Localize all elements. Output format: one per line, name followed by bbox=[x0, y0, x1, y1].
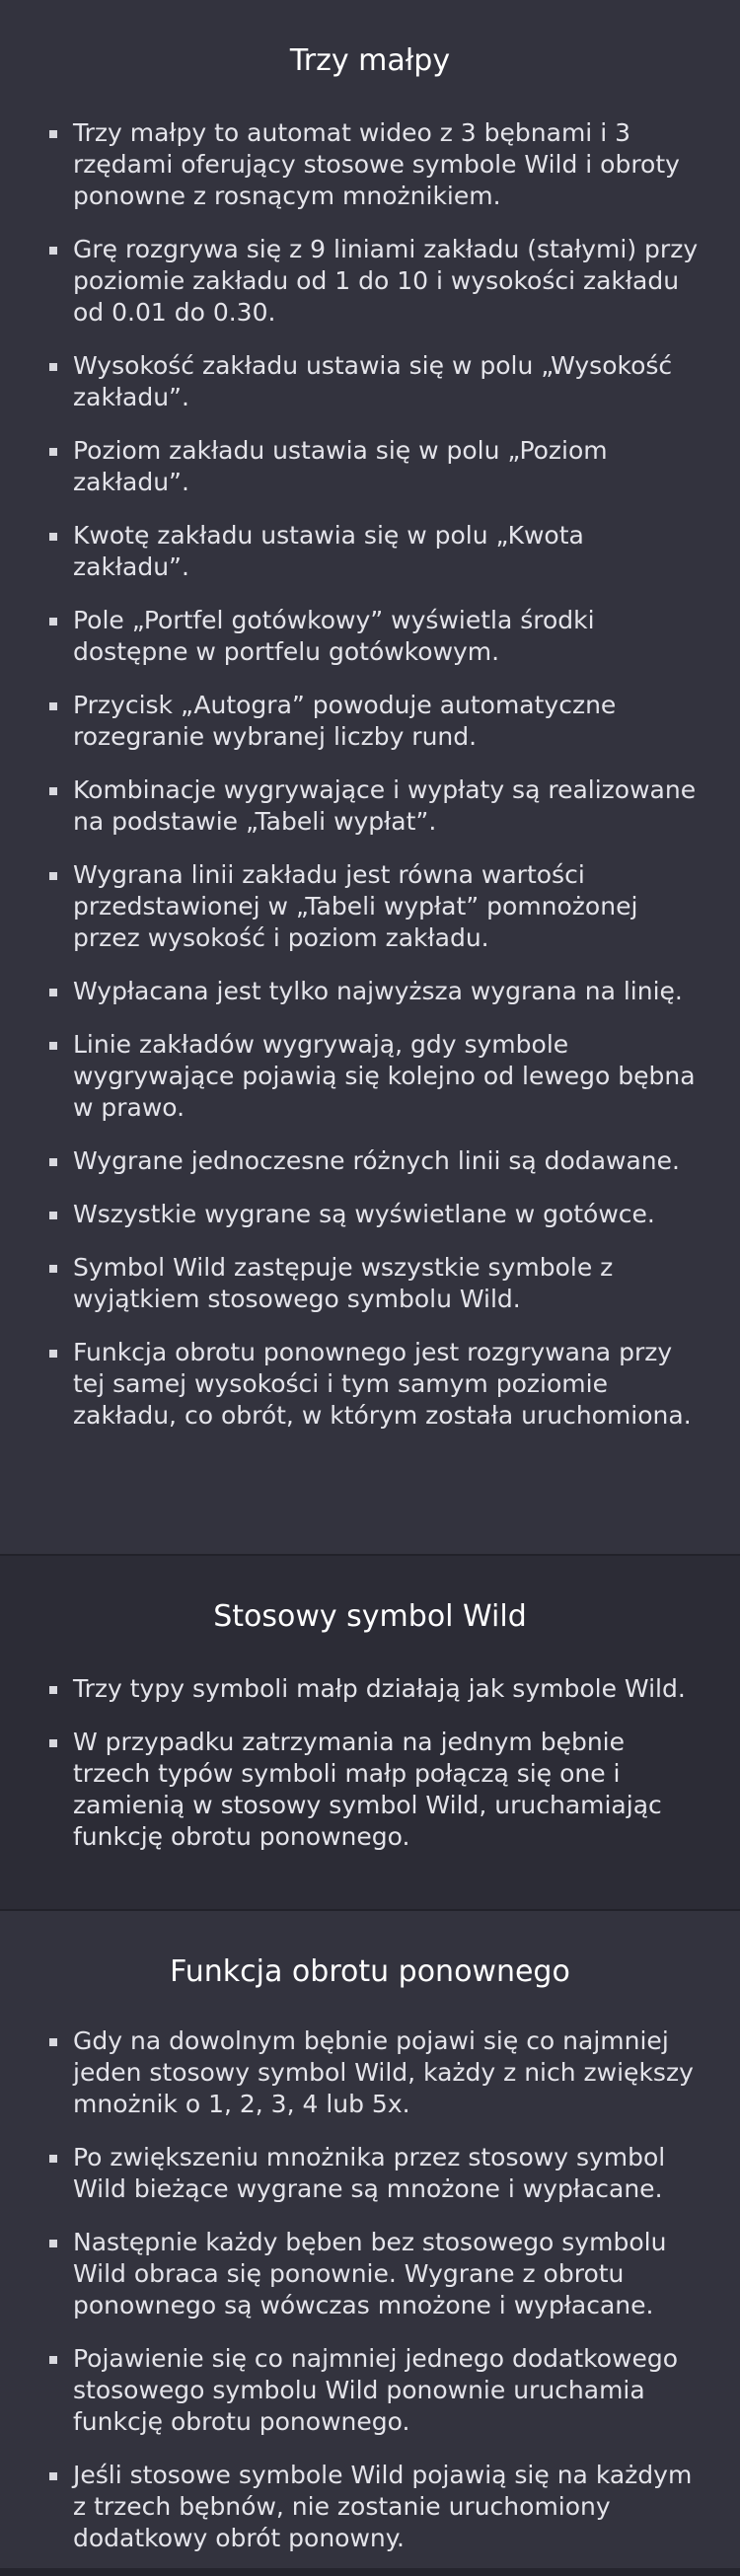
bullet-icon bbox=[49, 1158, 57, 1166]
list-item bbox=[0, 605, 740, 668]
list-item-text: Kombinacje wygrywające i wypłaty są realizowane na podstawie „Tabeli wypłat”. bbox=[73, 775, 697, 836]
list-item bbox=[0, 435, 740, 498]
bullet-icon bbox=[49, 2356, 57, 2364]
list-item bbox=[0, 2227, 740, 2321]
bullet-icon bbox=[49, 1739, 57, 1747]
list-item bbox=[0, 2025, 740, 2120]
list-item bbox=[0, 2343, 740, 2438]
bullet-icon bbox=[49, 2240, 57, 2247]
list-item-text: Następnie każdy bęben bez stosowego symbolu Wild obraca się ponownie. Wygrane z obrotu ponownego są wówczas mnożone i wypłacane. bbox=[73, 2228, 667, 2319]
bullet-icon bbox=[49, 702, 57, 710]
list-item-text: Trzy typy symboli małp działają jak symbole Wild. bbox=[73, 1674, 686, 1703]
list-item bbox=[0, 1337, 740, 1432]
list-item-text: Grę rozgrywa się z 9 liniami zakładu (stałymi) przy poziomie zakładu od 1 do 10 i wysokości zakładu od 0.01 do 0.30. bbox=[73, 235, 699, 327]
list-item bbox=[0, 1199, 740, 1230]
bullet-icon bbox=[49, 2038, 57, 2046]
section-title: Stosowy symbol Wild bbox=[213, 1599, 527, 1634]
list-item bbox=[0, 1727, 740, 1853]
list-item-text: Pole „Portfel gotówkowy” wyświetla środki dostępne w portfelu gotówkowym. bbox=[73, 606, 595, 666]
list-item bbox=[0, 1029, 740, 1124]
list-item-text: Kwotę zakładu ustawia się w polu „Kwota zakładu”. bbox=[73, 521, 584, 581]
list-item-text: Wypłacana jest tylko najwyższa wygrana na linię. bbox=[73, 977, 683, 1005]
list-item-text: Wysokość zakładu ustawia się w polu „Wysokość zakładu”. bbox=[73, 351, 673, 411]
list-item-text: Wszystkie wygrane są wyświetlane w gotówce. bbox=[73, 1200, 655, 1228]
list-item bbox=[0, 859, 740, 954]
list-item bbox=[0, 690, 740, 753]
list-item bbox=[0, 117, 740, 212]
list-item bbox=[0, 350, 740, 413]
list-item bbox=[0, 2460, 740, 2554]
bullet-icon bbox=[49, 448, 57, 456]
list-item bbox=[0, 2142, 740, 2205]
list-item-text: Funkcja obrotu ponownego jest rozgrywana przy tej samej wysokości i tym samym poziomie zakładu, co obrót, w którym została uruchomiona. bbox=[73, 1338, 692, 1430]
section-title: Trzy małpy bbox=[289, 43, 451, 78]
list-item bbox=[0, 774, 740, 838]
bullet-icon bbox=[49, 1042, 57, 1050]
list-item-text: Pojawienie się co najmniej jednego dodatkowego stosowego symbolu Wild ponownie uruchamia funkcję obrotu ponownego. bbox=[73, 2344, 679, 2436]
list-item bbox=[0, 1252, 740, 1315]
list-item bbox=[0, 234, 740, 329]
list-item-text: W przypadku zatrzymania na jednym bębnie trzech typów symboli małp połączą się one i zamienią w stosowy symbol Wild, uruchamiając funkcję obrotu ponownego. bbox=[73, 1728, 662, 1851]
list-item bbox=[0, 976, 740, 1007]
list-item-text: Poziom zakładu ustawia się w polu „Poziom zakładu”. bbox=[73, 436, 608, 496]
bullet-icon bbox=[49, 363, 57, 371]
list-item-text: Symbol Wild zastępuje wszystkie symbole z wyjątkiem stosowego symbolu Wild. bbox=[73, 1253, 614, 1313]
section-stosowy-symbol-wild bbox=[0, 1554, 740, 1909]
list-item-text: Trzy małpy to automat wideo z 3 bębnami i 3 rzędami oferujący stosowe symbole Wild i obroty ponowne z rosnącym mnożnikiem. bbox=[73, 118, 680, 210]
list-item bbox=[0, 520, 740, 583]
bullet-icon bbox=[49, 130, 57, 138]
bullet-icon bbox=[49, 618, 57, 626]
bullet-icon bbox=[49, 533, 57, 541]
list-item bbox=[0, 1673, 740, 1705]
section-title: Funkcja obrotu ponownego bbox=[170, 1954, 570, 1989]
bullet-icon bbox=[49, 787, 57, 795]
bullet-icon bbox=[49, 2472, 57, 2480]
list-item-text: Wygrana linii zakładu jest równa wartości przedstawionej w „Tabeli wypłat” pomnożonej przez wysokość i poziom zakładu. bbox=[73, 860, 638, 952]
list-item bbox=[0, 1145, 740, 1177]
bullet-icon bbox=[49, 1350, 57, 1358]
bullet-icon bbox=[49, 1212, 57, 1219]
bullet-icon bbox=[49, 1265, 57, 1273]
rules-list bbox=[0, 2025, 740, 2576]
list-item-text: Przycisk „Autogra” powoduje automatyczne rozegranie wybranej liczby rund. bbox=[73, 691, 617, 751]
section-funkcja-obrotu-ponownego bbox=[0, 1909, 740, 2568]
rules-list bbox=[0, 117, 740, 1453]
list-item-text: Gdy na dowolnym bębnie pojawi się co najmniej jeden stosowy symbol Wild, każdy z nich zwiększy mnożnik o 1, 2, 3, 4 lub 5x. bbox=[73, 2026, 694, 2118]
list-item-text: Wygrane jednoczesne różnych linii są dodawane. bbox=[73, 1146, 680, 1175]
bullet-icon bbox=[49, 872, 57, 880]
rules-list bbox=[0, 1673, 740, 1875]
bullet-icon bbox=[49, 247, 57, 255]
list-item-text: Linie zakładów wygrywają, gdy symbole wygrywające pojawią się kolejno od lewego bębna w prawo. bbox=[73, 1030, 696, 1122]
bullet-icon bbox=[49, 1686, 57, 1694]
list-item-text: Jeśli stosowe symbole Wild pojawią się na każdym z trzech bębnów, nie zostanie uruchomiony dodatkowy obrót ponowny. bbox=[73, 2461, 693, 2552]
bullet-icon bbox=[49, 2155, 57, 2163]
list-item-text: Po zwiększeniu mnożnika przez stosowy symbol Wild bieżące wygrane są mnożone i wypłacane. bbox=[73, 2143, 666, 2203]
bullet-icon bbox=[49, 989, 57, 996]
